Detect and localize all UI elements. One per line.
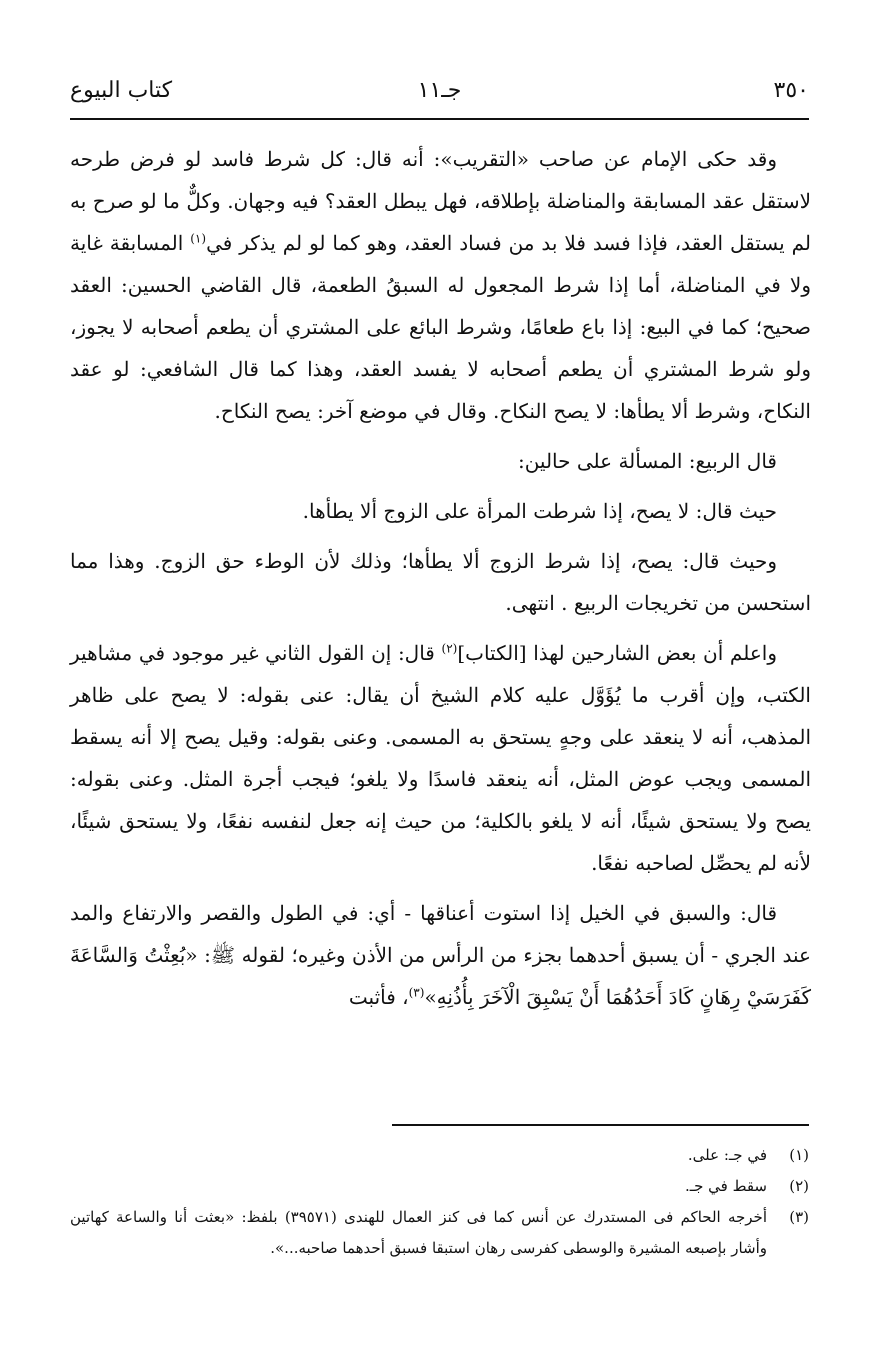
footnote-number: (١) [789, 1146, 809, 1164]
volume-label: جـ١١ [417, 77, 462, 103]
footnote-ref: (٣) [408, 985, 425, 1000]
footnote-ref: (٢) [441, 641, 458, 656]
footnotes [70, 1140, 809, 1264]
book-title: كتاب البيوع [70, 77, 173, 103]
footnote-text: في جـ: على. [687, 1146, 767, 1164]
footnote [70, 1171, 809, 1202]
footnote-number: (٢) [789, 1177, 809, 1195]
footnote-number: (٣) [789, 1208, 809, 1226]
footnote-rule [392, 1124, 809, 1126]
paragraph: واعلم أن بعض الشارحين لهذا [الكتاب]$^{(٢)}$ قال: إن القول الثاني غير موجود في مشاهير الكتب، وإن أقرب ما يُؤَوَّل عليه كلام الشيخ أن يقال: عنى بقوله: لا يصح على ظاهر المذهب، أنه لا ينعقد على وجهٍ يستحق به المسمى. وعنى بقوله: وقيل يصح إلا أنه يسقط المسمى ويجب عوض المثل، أنه ينعقد فاسدًا ولا يلغو؛ فيجب أجرة المثل. وعنى بقوله: يصح ولا يستحق شيئًا، أنه لا يلغو بالكلية؛ من حيث إنه جعل لنفسه نفعًا، ولا يستحق شيئًا، لأنه لم يحصِّل لصاحبه نفعًا. [70, 641, 812, 875]
footnote [70, 1202, 809, 1264]
page-header [70, 70, 809, 110]
paragraph: وقد حكى الإمام عن صاحب «التقريب»: أنه قال: كل شرط فاسد لو فرض طرحه لاستقل عقد المسابقة والمناضلة بإطلاقه، فهل يبطل العقد؟ فيه وجهان. وكلٌّ ما لو صرح به لم يستقل العقد، فإذا فسد فلا بد من فساد العقد، وهو كما لو لم يذكر في$^{(١)}$ المسابقة غاية ولا في المناضلة، أما إذا شرط المجعول له السبقُ الطعمة، قال القاضي الحسين: العقد صحيح؛ كما في البيع: إذا باع طعامًا، وشرط البائع على المشتري أن يطعم أصحابه لا يجوز، ولو شرط المشتري أن يطعم أصحابه لا يفسد العقد، وهذا كما قال الشافعي: لو عقد النكاح، وشرط ألا يطأها: لا يصح النكاح. وقال في موضع آخر: يصح النكاح. [70, 147, 811, 423]
footnote-text: سقط في جـ. [684, 1177, 767, 1195]
paragraph: وحيث قال: يصح، إذا شرط الزوج ألا يطأها؛ وذلك لأن الوطء حق الزوج. وهذا مما استحسن من تخريجات الربيع . انتهى. [70, 549, 811, 615]
main-text [70, 138, 811, 1026]
paragraph: حيث قال: لا يصح، إذا شرطت المرأة على الزوج ألا يطأها. [302, 499, 777, 523]
header-rule [70, 118, 809, 120]
footnote-text: أخرجه الحاكم فى المستدرك عن أنس كما فى كنز العمال للهندى (٣٩٥٧١) بلفظ: «بعثت أنا والساعة كهاتين وأشار بإصبعه المشيرة والوسطى كفرسى رهان استبقا فسبق أحدهما صاحبه...». [70, 1208, 767, 1257]
paragraph: قال الربيع: المسألة على حالين: [517, 449, 777, 473]
footnote [70, 1140, 809, 1171]
footnote-ref: (١) [190, 231, 207, 246]
paragraph: قال: والسبق في الخيل إذا استوت أعناقها - أي: في الطول والقصر والارتفاع والمد عند الجري - أن يسبق أحدهما بجزء من الرأس من الأذن وغيره؛ لقوله ﷺ: «بُعِثْتُ وَالسَّاعَةَ كَفَرَسَيْ رِهَانٍ كَادَ أَحَدُهُمَا أَنْ يَسْبِقَ الْآخَرَ بِأُذُنِهِ»$^{(٣)}$، فأثبت [70, 901, 811, 1009]
page-number: ٣٥٠ [773, 77, 809, 103]
